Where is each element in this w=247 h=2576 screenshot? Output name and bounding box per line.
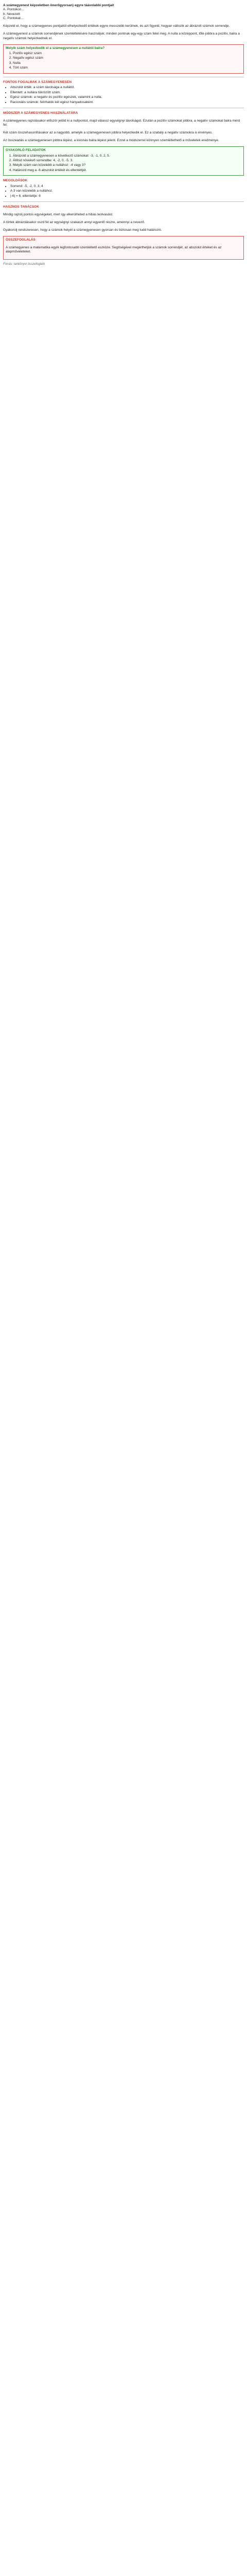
summary-text: A számegyenes a matematika egyik legfontosabb szemléltető eszköze. Segítségével megérthetjük a számok sorrendjét, az abszolút értéket és az alapműveleteket. — [6, 245, 222, 254]
section-title: MÓDSZER A SZÁMEGYENES HASZNÁLATÁRA — [3, 111, 78, 115]
answer-item: • Sorrend: -5, -2, 0, 3, 4 — [10, 184, 244, 189]
option-item[interactable]: 4. Tört szám — [13, 66, 241, 70]
question-title: Melyik szám helyezkedik el a számegyenesen a nullától balra? — [6, 46, 105, 50]
section-title: FONTOS FOGALMAK A SZÁMEGYENESEN — [3, 80, 72, 84]
section-title: HASZNOS TANÁCSOK — [3, 205, 39, 209]
task-list — [13, 154, 241, 173]
method-paragraph: Az összeadás a számegyenesen jobbra lépést, a kivonás balra lépést jelent. Ezzel a módszerrel könnyen szemléltethető a műveletek eredménye. — [3, 139, 219, 143]
answers-section — [3, 179, 244, 198]
answer-item: • A 3 van közelebb a nullához. — [10, 189, 244, 193]
concept-item: • Abszolút érték: a szám távolsága a nullától. — [10, 86, 244, 90]
section-title: MEGOLDÁSOK — [3, 179, 28, 183]
header-line: A. Pontokon... — [3, 8, 24, 12]
intro-paragraph: A számegyenest a számok sorrendjének szemléltetésére használjuk; minden pontnak egy-egy szám felel meg. A nulla a középpont, tőle jobbra a pozitív, balra a negatív számok helyezkednek el. — [3, 32, 240, 40]
method-section — [3, 111, 244, 143]
intro-paragraph: Képzeld el, hogy a számegyenes pontjaitól elhelyezkedő értékek egyre messzebb kerülnek, és azt figyeld, hogyan változik az ábrázolt számok sorrendje. — [3, 24, 230, 28]
tip-paragraph: A törtek ábrázolásakor oszd fel az egységnyi szakaszt annyi egyenlő részre, amennyi a nevező. — [3, 220, 145, 224]
concept-item: • Racionális számok: felírhatók két egész hányadosaként. — [10, 100, 244, 105]
document-page — [0, 0, 247, 267]
task-item: 2. Állítsd növekvő sorrendbe: 4, -2, 0, -5, 3. — [13, 159, 241, 163]
header-line: b. Nevezett — [3, 12, 20, 16]
option-item[interactable]: 1. Pozitív egész szám — [13, 52, 241, 56]
concept-item: • Ellentett: a nullára tükrözött szám. — [10, 91, 244, 95]
intro-block — [3, 24, 244, 41]
tips-section — [3, 205, 244, 232]
method-paragraph: A számegyenes rajzolásakor először jelöld ki a nullpontot, majd válassz egységnyi távolságot. Ezután a pozitív számokat jobbra, a negatív számokat balra mérd fel. — [3, 118, 240, 127]
footer-note: Forrás: tankönyvi összefoglaló — [3, 263, 45, 266]
section-title: GYAKORLÓ FELADATOK — [6, 148, 46, 152]
summary-box — [3, 236, 244, 260]
task-item: 1. Ábrázold a számegyenesen a következő számokat: -3, -1, 0, 2, 5. — [13, 154, 241, 158]
practice-box — [3, 146, 244, 176]
question-box — [3, 44, 244, 74]
concepts-section — [3, 80, 244, 105]
header-block — [3, 4, 244, 21]
tip-paragraph: Mindig rajzolj pontos egységeket, mert így elkerülheted a hibás leolvasást. — [3, 213, 113, 216]
concept-list — [10, 86, 244, 105]
header-line: A számegyenest képzeletben önerőgyorsan) egyre táávolabbi pontjait — [3, 4, 114, 7]
divider — [3, 201, 244, 202]
concept-item: • Egész számok: a negatív és pozitív egészek, valamint a nulla. — [10, 95, 244, 99]
section-title: ÖSSZEFOGLALÁS — [6, 238, 36, 242]
header-line: C. Pontokat... — [3, 16, 24, 21]
option-item[interactable]: 3. Nulla — [13, 61, 241, 65]
answer-item: • |-6| = 6, ellentettje: 6 — [10, 194, 244, 198]
task-item: 3. Melyik szám van közelebb a nullához: -4 vagy 3? — [13, 163, 241, 167]
tip-paragraph: Gyakorolj rendszeresen, hogy a számok helyét a számegyenesen gyorsan és biztosan meg tudd határozni. — [3, 228, 162, 232]
method-paragraph: Két szám összehasonlításakor az a nagyobb, amelyik a számegyenesen jobbra helyezkedik el. Ez a szabály a negatív számokra is érvényes. — [3, 131, 213, 135]
option-item[interactable]: 2. Negatív egész szám — [13, 56, 241, 60]
answer-list — [10, 184, 244, 198]
task-item: 4. Határozd meg a -6 abszolút értékét és ellentettjét. — [13, 168, 241, 173]
option-list — [13, 52, 241, 71]
